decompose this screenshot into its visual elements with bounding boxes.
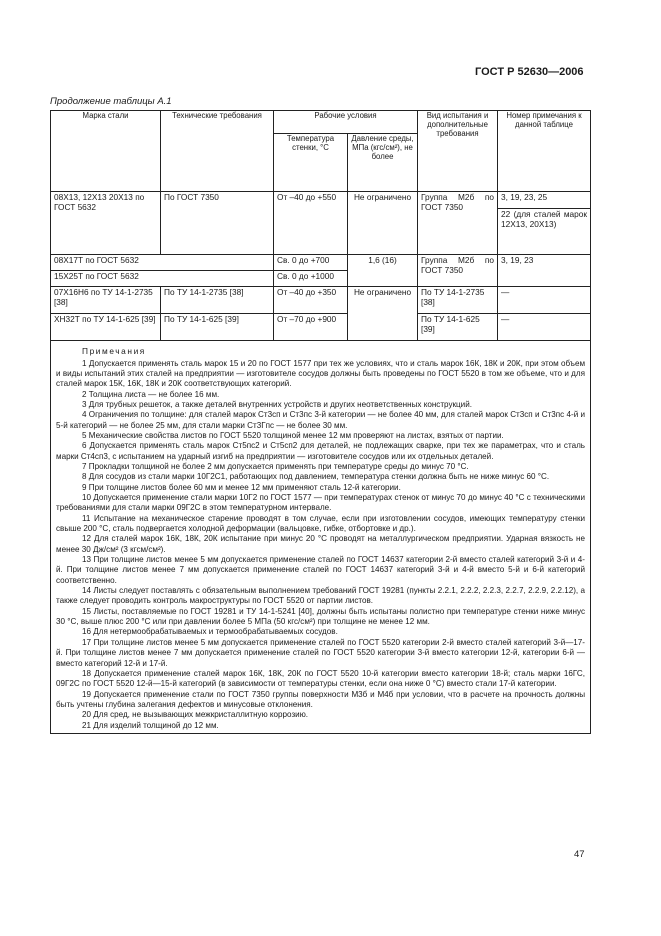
note-item: 14 Листы следует поставлять с обязательным выполнением требований ГОСТ 19281 (пункты 2.2.1, 2.2.2, 2.2.3, 2.2.7, 2.2.9, 2.2.12), а также следует проводить контроль макроструктуры по ГОСТ 5520 от партии листов. bbox=[56, 586, 586, 606]
cell-temperature: Св. 0 до +700 bbox=[274, 255, 348, 271]
cell-tech: По ТУ 14-1-625 [39] bbox=[161, 314, 274, 341]
note-item: 6 Допускается применять сталь марок Ст5пс2 и Ст5сп2 для деталей, не подлежащих сварке, при тех же параметрах, что и сталь марки Ст4сп3, с испытанием на ударный изгиб на предприятии — изготовителе сосудов или их отдельных деталей. bbox=[56, 441, 586, 461]
note-item: 21 Для изделий толщиной до 12 мм. bbox=[82, 720, 219, 730]
cell-test-type: Группа М2б по ГОСТ 7350 bbox=[418, 192, 498, 255]
cell-notes: 3, 19, 23 bbox=[498, 255, 591, 287]
note-item: 1 Допускается применять сталь марок 15 и 20 по ГОСТ 1577 при тех же условиях, что и сталь марок 16К, 18К и 20К, при этом объем и виды испытаний этих сталей на предприятии — изготовителе сосудов должны быть проведены по ГОСТ 5520 в том же объеме, что и для сталей марок 15К, 16К, 18К и 20К соответствующих категорий. bbox=[56, 358, 586, 389]
cell-temperature: От –40 до +550 bbox=[274, 192, 348, 255]
cell-test-type: По ТУ 14-1-625 [39] bbox=[418, 314, 498, 341]
cell-notes: 22 (для сталей марок 12Х13, 20Х13) bbox=[498, 209, 591, 255]
header-temperature: Температура стенки, °С bbox=[274, 134, 348, 192]
note-item: 11 Испытание на механическое старение проводят в том случае, если при изготовлении сосудов, имеющих температуру стенки свыше 200 °С, сталь подвергается холодной деформации (вальцовке, гибке, отбортовке и др.). bbox=[56, 513, 586, 534]
note-item: 7 Прокладки толщиной не более 2 мм допускается применять при температуре среды до минус 70 °С. bbox=[82, 461, 469, 471]
cell-grade: 15Х25Т по ГОСТ 5632 bbox=[51, 271, 274, 287]
note-item: 16 Для нетермообрабатываемых и термообрабатываемых сосудов. bbox=[82, 627, 338, 637]
header-note-numbers: Номер примечания к данной таблице bbox=[498, 111, 591, 192]
note-item: 17 При толщине листов менее 5 мм допускается применение сталей по ГОСТ 5520 категории 2-й вместо сталей категорий 3-й—17-й. При толщине листов менее 7 мм допускается применение сталей по ГОСТ 5520 категории 3-й вместо категории 12-й, категории 6-й — вместо категорий 12-й и 17-й. bbox=[56, 637, 586, 668]
note-item: 9 При толщине листов более 60 мм и менее 12 мм применяют сталь 12-й категории. bbox=[82, 482, 401, 492]
cell-grade: 07Х16Н6 по ТУ 14-1-2735 [38] bbox=[51, 287, 161, 314]
note-item: 12 Для сталей марок 16К, 18К, 20К испытание при минус 20 °С проводят на металлургическом предприятии. Ударная вязкость не менее 30 Дж/см² (3 кгсм/см²). bbox=[56, 534, 586, 554]
cell-test-type: По ТУ 14-1-2735 [38] bbox=[418, 287, 498, 314]
cell-grade: 08Х17Т по ГОСТ 5632 bbox=[51, 255, 274, 271]
cell-temperature: От –70 до +900 bbox=[274, 314, 348, 341]
notes-list bbox=[56, 359, 585, 731]
cell-grade: 08Х13, 12Х13 20Х13 по ГОСТ 5632 bbox=[51, 192, 161, 255]
note-item: 2 Толщина листа — не более 16 мм. bbox=[82, 389, 220, 399]
header-grade: Марка стали bbox=[51, 111, 161, 192]
note-item: 4 Ограничения по толщине: для сталей марок Ст3сп и Ст3пс 3-й категории — не более 40 мм, для сталей марок Ст3сп и Ст3пс 4-й и 5-й категорий — не более 25 мм, для стали марки Ст3Гпс — не более 30 мм. bbox=[56, 410, 586, 430]
cell-temperature: Св. 0 до +1000 bbox=[274, 271, 348, 287]
cell-notes: — bbox=[498, 287, 591, 314]
table-row bbox=[51, 314, 591, 341]
note-item: 15 Листы, поставляемые по ГОСТ 19281 и ТУ 14-1-5241 [40], должны быть испытаны полистно при температуре стенки ниже минус 30 °С, выше плюс 200 °С или при давлении более 5 МПа (50 кгс/см²) при толщине не менее 12 мм. bbox=[56, 606, 586, 627]
header-test-type: Вид испытания и дополнительные требования bbox=[418, 111, 498, 192]
cell-pressure: Не ограничено bbox=[348, 192, 418, 255]
note-item: 18 Допускается применение сталей марок 16К, 18К, 20К по ГОСТ 5520 10-й категории вместо категории 18-й; сталь марки 16ГС, 09Г2С по ГОСТ 5520 12-й—15-й категорий (в зависимости от температуры стенки, если она ниже 0 °С) вместо стали 17-й категории. bbox=[56, 668, 586, 689]
materials-table bbox=[50, 110, 591, 734]
note-item: 19 Допускается применение стали по ГОСТ 7350 группы поверхности М3б и М4б при условии, что в расчете на прочность должны быть учтены глубина залегания дефектов и минусовые отклонения. bbox=[56, 689, 586, 709]
cell-pressure: Не ограничено bbox=[348, 287, 418, 341]
note-item: 5 Механические свойства листов по ГОСТ 5520 толщиной менее 12 мм проверяют на листах, взятых от партии. bbox=[82, 430, 504, 440]
table-row bbox=[51, 255, 591, 271]
cell-notes: — bbox=[498, 314, 591, 341]
cell-test-type: Группа М2б по ГОСТ 7350 bbox=[418, 255, 498, 287]
table-caption: Продолжение таблицы А.1 bbox=[50, 96, 172, 107]
header-tech-requirements: Технические требования bbox=[161, 111, 274, 192]
cell-pressure: 1,6 (16) bbox=[348, 255, 418, 287]
cell-tech: По ТУ 14-1-2735 [38] bbox=[161, 287, 274, 314]
notes-row bbox=[51, 341, 591, 734]
note-item: 20 Для сред, не вызывающих межкристаллитную коррозию. bbox=[82, 710, 309, 720]
header-pressure: Давление среды, МПа (кгс/см²), не более bbox=[348, 134, 418, 192]
cell-temperature: От –40 до +350 bbox=[274, 287, 348, 314]
cell-tech: По ГОСТ 7350 bbox=[161, 192, 274, 255]
table-header-row-1 bbox=[51, 111, 591, 134]
cell-grade: ХН32Т по ТУ 14-1-625 [39] bbox=[51, 314, 161, 341]
note-item: 8 Для сосудов из стали марки 10Г2С1, работающих под давлением, температура стенки должна быть не ниже минус 60 °С. bbox=[82, 472, 550, 482]
table-row bbox=[51, 192, 591, 209]
table-row bbox=[51, 287, 591, 314]
page-number: 47 bbox=[574, 849, 585, 860]
note-item: 10 Допускается применение стали марки 10Г2 по ГОСТ 1577 — при температурах стенок от минус 70 до минус 40 °С с техническими требованиями для стали марки 09Г2С в этом температурном интервале. bbox=[56, 493, 586, 513]
note-item: 13 При толщине листов менее 5 мм допускается применение сталей по ГОСТ 14637 категории 2-й вместо сталей категорий 3-й и 4-й. При толщине листов менее 7 мм допускается применение сталей по ГОСТ 14637 категорий 3-й и 4-й вместо 5-й и 6-й категорий соответственно. bbox=[56, 555, 586, 585]
notes-section bbox=[51, 341, 591, 734]
notes-heading: Примечания bbox=[82, 346, 146, 356]
document-code: ГОСТ Р 52630—2006 bbox=[475, 66, 584, 78]
cell-notes: 3, 19, 23, 25 bbox=[498, 192, 591, 209]
note-item: 3 Для трубных решеток, а также деталей внутренних устройств и других неответственных конструкций. bbox=[82, 399, 472, 409]
header-work-conditions: Рабочие условия bbox=[274, 111, 418, 134]
